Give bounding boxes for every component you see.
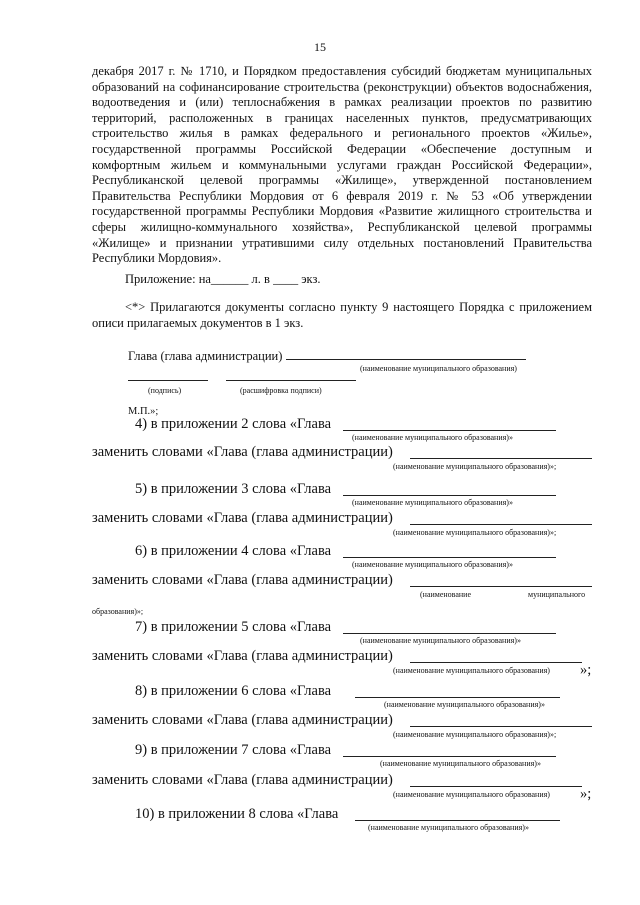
item-10-caption: (наименование муниципального образования)» [368, 823, 529, 832]
item-5-text: 5) в приложении 3 слова «Глава [135, 481, 332, 497]
item-7-replace-caption: (наименование муниципального образования) [393, 666, 550, 675]
caption-sign: (подпись) [148, 386, 182, 395]
item-9-line [343, 756, 556, 757]
item-4-replace-caption: (наименование муниципального образования)»; [393, 462, 557, 471]
item-9-caption: (наименование муниципального образования)» [380, 759, 541, 768]
item-5-caption: (наименование муниципального образования)» [352, 498, 513, 507]
item-5-replace: заменить словами «Глава (глава администрации) [92, 510, 393, 526]
item-7-replace-line [410, 662, 582, 663]
item-6-text: 6) в приложении 4 слова «Глава [135, 543, 332, 559]
item-8-replace: заменить словами «Глава (глава администрации) [92, 712, 393, 728]
item-5-replace-caption: (наименование муниципального образования)»; [393, 528, 557, 537]
caption-mo: (наименование муниципального образования) [360, 364, 517, 373]
item-6-caption-c: образования)»; [92, 607, 144, 616]
item-7-replace: заменить словами «Глава (глава администрации) [92, 648, 393, 664]
item-6-caption: (наименование муниципального образования)» [352, 560, 513, 569]
sign-blank-line [128, 380, 208, 381]
item-5-line [343, 495, 556, 496]
stamp-place: М.П.»; [128, 406, 159, 417]
item-4-line [343, 430, 556, 431]
item-7-semicolon: »; [580, 662, 592, 678]
item-5-replace-line [410, 524, 592, 525]
appendix-line: Приложение: на______ л. в ____ экз. [125, 272, 321, 286]
item-6-replace: заменить словами «Глава (глава администрации) [92, 572, 393, 588]
item-8-line [355, 697, 560, 698]
item-6-caption-a: (наименование [420, 590, 472, 599]
head-label: Глава (глава администрации) [128, 349, 283, 363]
item-8-text: 8) в приложении 6 слова «Глава [135, 683, 332, 699]
item-4-text: 4) в приложении 2 слова «Глава [135, 416, 332, 432]
item-6-caption-b: муниципального [528, 590, 586, 599]
item-10-text: 10) в приложении 8 слова «Глава [135, 806, 339, 822]
head-blank-line [286, 348, 526, 360]
item-4-replace: заменить словами «Глава (глава администрации) [92, 444, 393, 460]
item-4-caption: (наименование муниципального образования)» [352, 433, 513, 442]
item-4-replace-line [410, 458, 592, 459]
note-paragraph: <*> Прилагаются документы согласно пункту 9 настоящего Порядка с приложением описи прилагаемых документов в 1 экз. [92, 300, 592, 330]
signature-block [128, 348, 558, 373]
item-7-line [343, 633, 556, 634]
intro-paragraph: декабря 2017 г. № 1710, и Порядком предоставления субсидий бюджетам муниципальных образований на софинансирование строительства (реконструкции) объектов водоснабжения, водоотведения и (или) теплоснабжения в рамках реализации проектов по развитию территорий, расположенных в границах населенных пунктов, предусматривающих строительство жилья в рамках федерального и регионального проектов «Жилье», государственной программы Российской Федерации «Обеспечение доступным и комфортным жильем и коммунальными услугами граждан Российской Федерации», Республиканской целевой программы «Жилище», утвержденной постановлением Правительства Республики Мордовия от 6 февраля 2019 г. № 53 «Об утверждении государственной программы Республики Мордовия «Развитие жилищного строительства и сферы жилищно-коммунального хозяйства», Республиканской целевой программы «Жилище» и признании утратившими силу отдельных постановлений Правительства Республики Мордовия». [92, 64, 592, 266]
decode-blank-line [226, 380, 356, 381]
item-9-replace: заменить словами «Глава (глава администрации) [92, 772, 393, 788]
item-10-line [355, 820, 560, 821]
caption-decode: (расшифровка подписи) [240, 386, 322, 395]
item-7-caption: (наименование муниципального образования)» [360, 636, 521, 645]
item-6-replace-line [410, 586, 592, 587]
item-8-replace-line [410, 726, 592, 727]
item-9-semicolon: »; [580, 786, 592, 802]
item-7-text: 7) в приложении 5 слова «Глава [135, 619, 332, 635]
item-6-line [343, 557, 556, 558]
item-8-replace-caption: (наименование муниципального образования)»; [393, 730, 557, 739]
item-9-replace-caption: (наименование муниципального образования) [393, 790, 550, 799]
item-9-replace-line [410, 786, 582, 787]
page-number: 15 [314, 40, 326, 54]
item-8-caption: (наименование муниципального образования)» [384, 700, 545, 709]
item-9-text: 9) в приложении 7 слова «Глава [135, 742, 332, 758]
